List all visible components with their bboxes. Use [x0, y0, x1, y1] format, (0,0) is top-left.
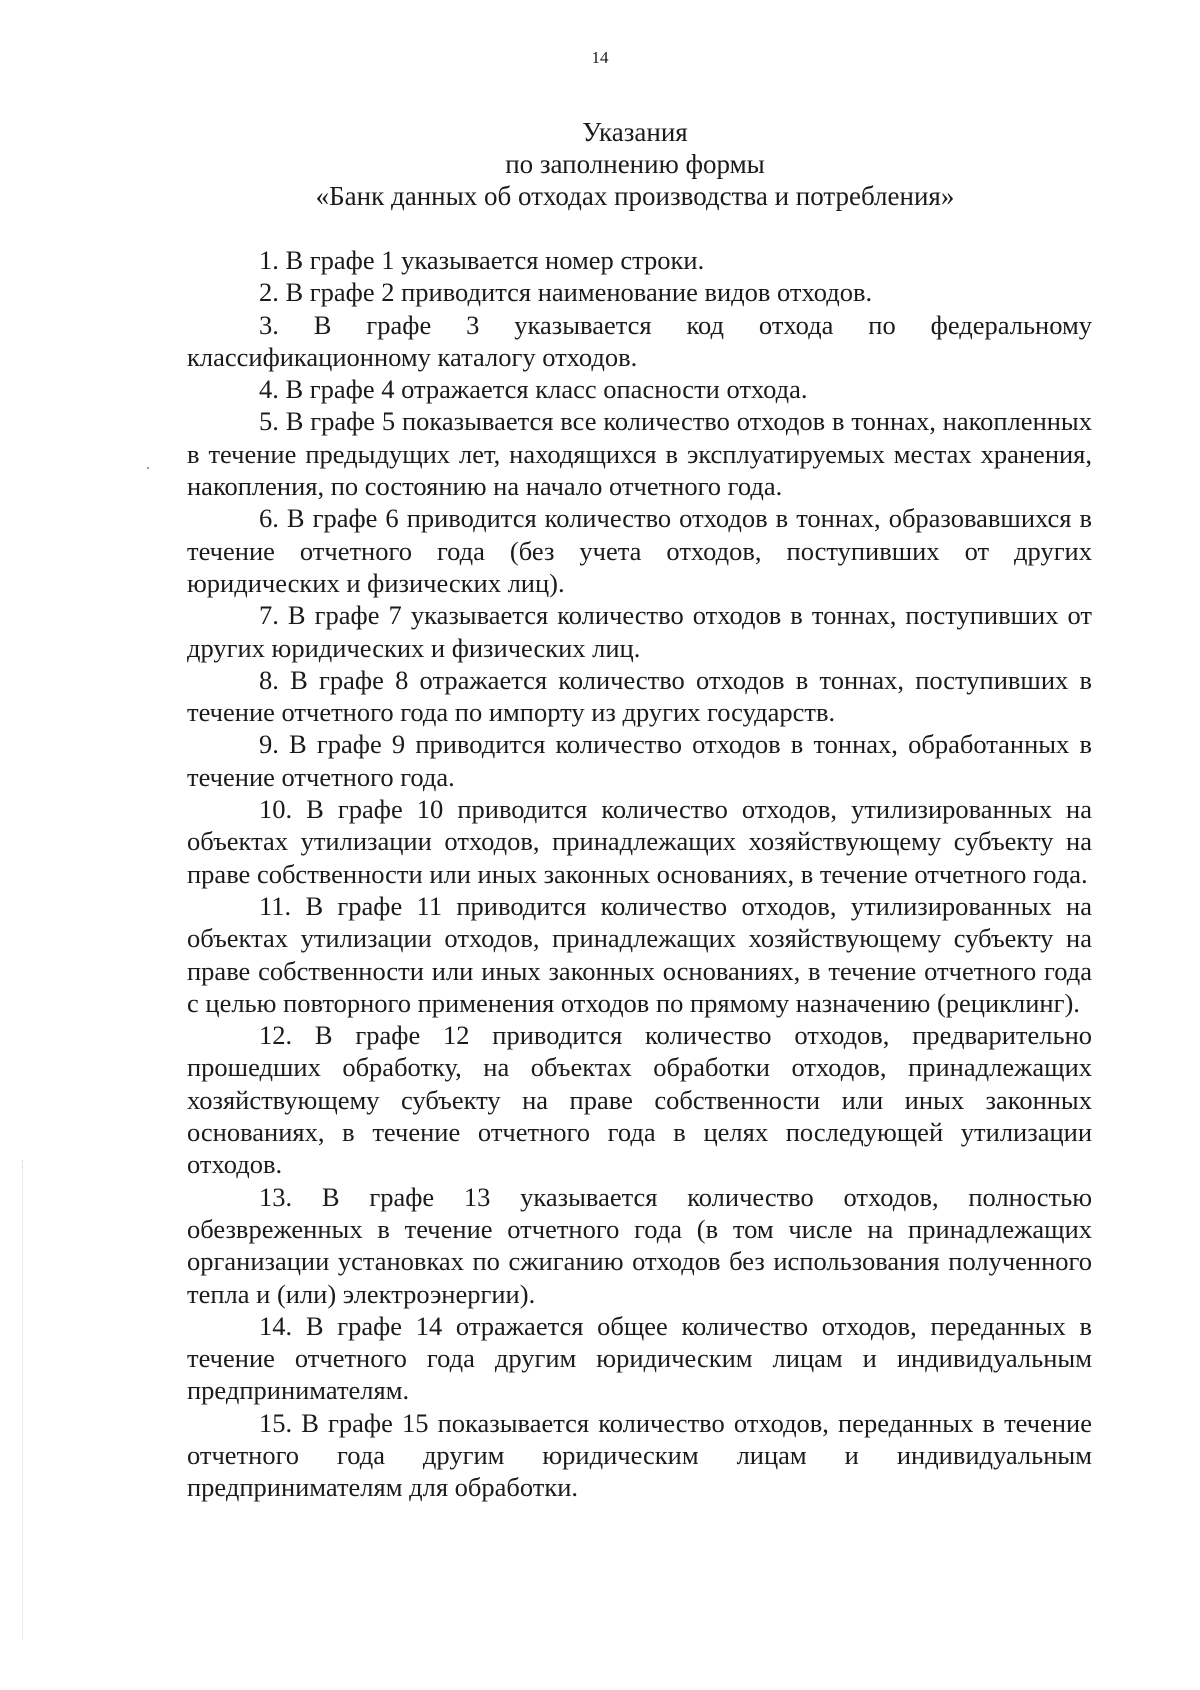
instruction-item-10: 10. В графе 10 приводится количество отходов, утилизированных на объектах утилизации отходов, принадлежащих хозяйствующему субъекту на праве собственности или иных законных основаниях, в течение отчетного года.: [187, 794, 1092, 889]
instructions-body: [187, 244, 1092, 1504]
document-heading: [180, 116, 1090, 212]
heading-subtitle: по заполнению формы: [505, 149, 765, 179]
heading-title: Указания: [582, 117, 688, 147]
instruction-item-3: 3. В графе 3 указывается код отхода по федеральному классификационному каталогу отходов.: [187, 309, 1092, 372]
heading-form-name: «Банк данных об отходах производства и потребления»: [315, 181, 955, 211]
scan-margin-noise: [22, 1160, 24, 1640]
instruction-item-2: 2. В графе 2 приводится наименование видов отходов.: [259, 277, 873, 308]
scan-speck: [147, 467, 149, 469]
instruction-item-13: 13. В графе 13 указывается количество отходов, полностью обезвреженных в течение отчетного года (в том числе на принадлежащих организации установках по сжиганию отходов без использования полученного тепла и (или) электроэнергии).: [187, 1181, 1092, 1309]
instruction-item-15: 15. В графе 15 показывается количество отходов, переданных в течение отчетного года другим юридическим лицам и индивидуальным предпринимателям для обработки.: [187, 1407, 1092, 1503]
instruction-item-9: 9. В графе 9 приводится количество отходов в тоннах, обработанных в течение отчетного года.: [187, 729, 1092, 792]
instruction-item-5: 5. В графе 5 показывается все количество отходов в тоннах, накопленных в течение предыдущих лет, находящихся в эксплуатируемых местах хранения, накопления, по состоянию на начало отчетного года.: [187, 406, 1092, 502]
instruction-item-14: 14. В графе 14 отражается общее количество отходов, переданных в течение отчетного года другим юридическим лицам и индивидуальным предпринимателям.: [187, 1310, 1092, 1406]
instruction-item-4: 4. В графе 4 отражается класс опасности отхода.: [259, 374, 808, 405]
instruction-item-1: 1. В графе 1 указывается номер строки.: [259, 245, 705, 275]
instruction-item-11: 11. В графе 11 приводится количество отходов, утилизированных на объектах утилизации отходов, принадлежащих хозяйствующему субъекту на праве собственности или иных законных основаниях, в течение отчетного года с целью повторного применения отходов по прямому назначению (рециклинг).: [187, 890, 1092, 1018]
instruction-item-8: 8. В графе 8 отражается количество отходов в тоннах, поступивших в течение отчетного года по импорту из других государств.: [187, 664, 1092, 728]
instruction-item-12: 12. В графе 12 приводится количество отходов, предварительно прошедших обработку, на объектах обработки отходов, принадлежащих хозяйствующему субъекту на праве собственности или иных законных основаниях, в течение отчетного года в целях последующей утилизации отходов.: [187, 1020, 1092, 1180]
instruction-item-6: 6. В графе 6 приводится количество отходов в тоннах, образовавшихся в течение отчетного года (без учета отходов, поступивших от других юридических и физических лиц).: [187, 503, 1092, 598]
instruction-item-7: 7. В графе 7 указывается количество отходов в тоннах, поступивших от других юридических и физических лиц.: [187, 600, 1092, 663]
page-number: 14: [591, 48, 609, 67]
